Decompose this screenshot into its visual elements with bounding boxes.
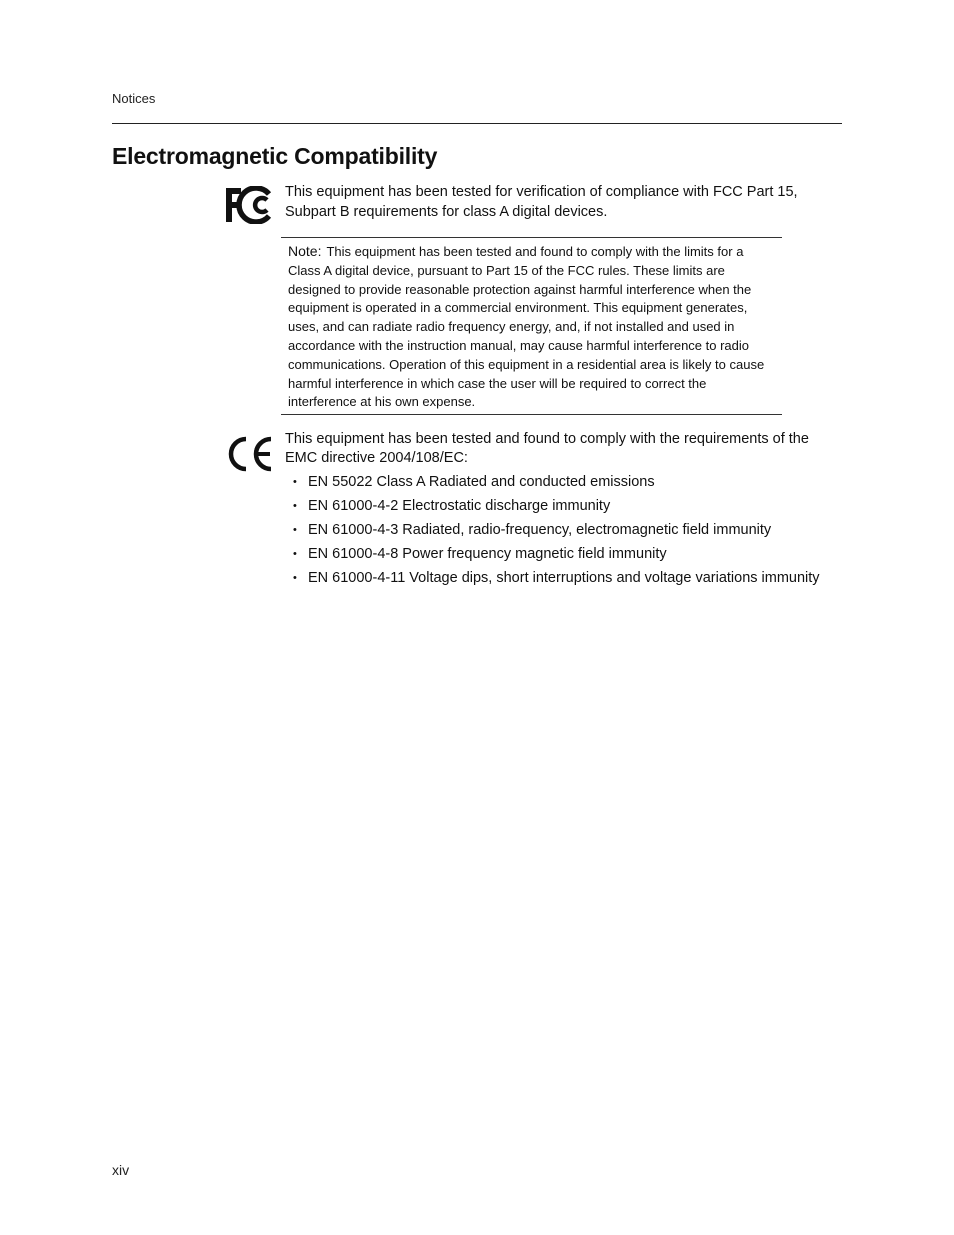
- note-paragraph: [288, 242, 774, 412]
- bullet: •: [293, 500, 297, 512]
- list-item: [290, 473, 820, 492]
- note-box: [281, 237, 782, 415]
- list-item: [290, 521, 820, 540]
- standard-text: EN 61000-4-8 Power frequency magnetic field immunity: [308, 546, 667, 562]
- running-header: Notices: [112, 91, 156, 106]
- fcc-logo-icon: [224, 186, 276, 224]
- bullet: •: [293, 548, 297, 560]
- list-item: [290, 545, 820, 564]
- page-number: xiv: [112, 1162, 130, 1178]
- section-title: Electromagnetic Compatibility: [112, 143, 438, 169]
- standard-text: EN 55022 Class A Radiated and conducted emissions: [308, 474, 655, 490]
- ce-statement: This equipment has been tested and found to comply with the requirements of the EMC directive 2004/108/EC:: [285, 431, 809, 466]
- standard-text: EN 61000-4-11 Voltage dips, short interruptions and voltage variations immunity: [308, 570, 820, 586]
- bullet: •: [293, 524, 297, 536]
- list-item: [290, 497, 820, 516]
- list-item: [290, 569, 820, 588]
- fcc-statement: This equipment has been tested for verification of compliance with FCC Part 15, Subpart B requirements for class A digital devices.: [285, 184, 798, 220]
- standard-text: EN 61000-4-2 Electrostatic discharge immunity: [308, 498, 611, 514]
- header-rule: [112, 123, 842, 124]
- bullet: •: [293, 476, 297, 488]
- standards-list: [290, 473, 820, 593]
- standard-text: EN 61000-4-3 Radiated, radio-frequency, electromagnetic field immunity: [308, 522, 772, 538]
- ce-mark-icon: [226, 435, 276, 473]
- note-label: Note:: [288, 243, 322, 259]
- note-text: This equipment has been tested and found to comply with the limits for a Class A digital device, pursuant to Part 15 of the FCC rules. These limits are designed to provide reasonable protection against harmful interference when the equipment is operated in a commercial environment. This equipment generates, uses, and can radiate radio frequency energy, and, if not installed and used in accordance with the instruction manual, may cause harmful interference to radio communications. Operation of this equipment in a residential area is likely to cause harmful interference in which case the user will be required to correct the interference at his own expense.: [288, 244, 765, 410]
- bullet: •: [293, 572, 297, 584]
